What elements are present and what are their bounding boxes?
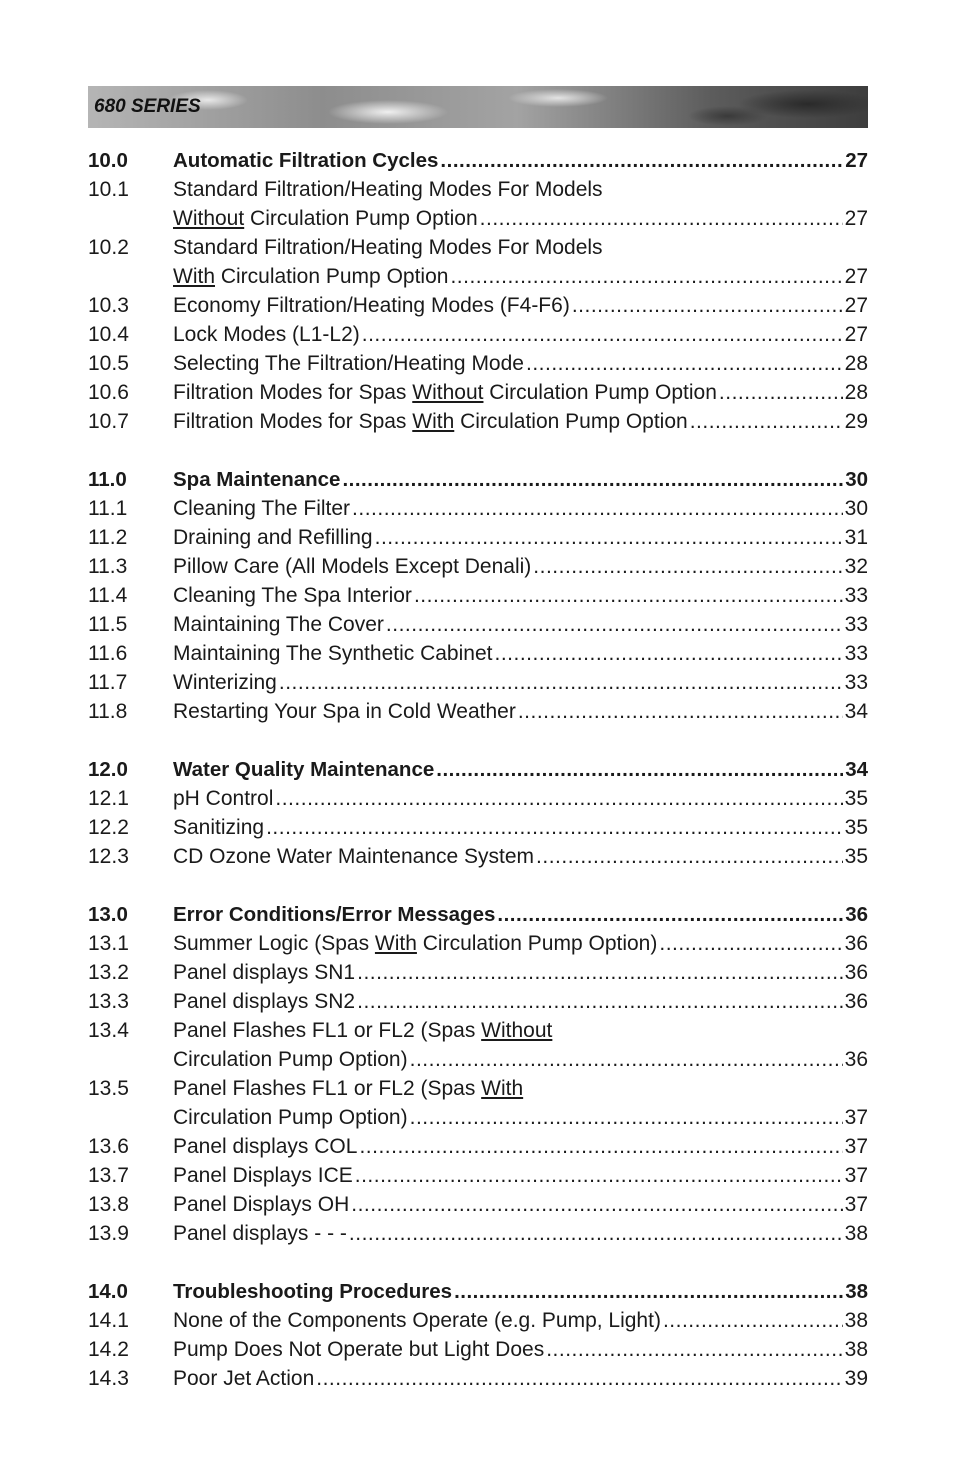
toc-entry-title-suffix: Circulation Pump Option) [416, 932, 658, 955]
toc-entry-title-text: Spa Maintenance [173, 468, 341, 491]
toc-entry[interactable] [88, 784, 868, 813]
toc-entry[interactable] [88, 523, 868, 552]
toc-entry-number: 11.3 [88, 555, 128, 578]
toc-entry-title-text: pH Control [173, 787, 274, 810]
dot-leader [719, 378, 843, 407]
toc-entry-number: 13.8 [88, 1193, 129, 1216]
toc-entry[interactable] [88, 320, 868, 349]
toc-entry-title [173, 697, 516, 726]
toc-entry-title-suffix: Circulation Pump Option [454, 410, 688, 433]
toc-entry-title [173, 581, 412, 610]
dot-leader [357, 987, 843, 1016]
toc-entry-page: 33 [844, 642, 868, 665]
toc-entry-number: 13.7 [88, 1164, 129, 1187]
toc-entry-title [173, 349, 524, 378]
toc-entry-title-text: Winterizing [173, 671, 277, 694]
dot-leader [316, 1364, 842, 1393]
dot-leader [572, 291, 843, 320]
toc-entry-title-text: Panel displays SN2 [173, 990, 356, 1013]
toc-entry-number: 10.7 [88, 410, 129, 433]
toc-entry-title-text: Economy Filtration/Heating Modes (F4-F6) [173, 294, 570, 317]
toc-entry[interactable] [88, 813, 868, 842]
toc-entry-title-text: Panel Displays ICE [173, 1164, 353, 1187]
toc-entry-number: 10.2 [88, 236, 129, 259]
toc-entry-page: 30 [844, 497, 868, 520]
toc-entry-title-text: Pillow Care (All Models Except Denali) [173, 555, 532, 578]
toc-entry-title [173, 233, 603, 262]
toc-entry-title-text: Cleaning The Filter [173, 497, 351, 520]
toc-entry-number: 13.5 [88, 1077, 129, 1100]
toc-entry-page: 27 [844, 294, 868, 317]
toc-entry[interactable] [88, 407, 868, 436]
toc-entry-title-underlined: Without [412, 381, 484, 404]
toc-entry[interactable] [88, 987, 868, 1016]
toc-entry-number: 10.4 [88, 323, 129, 346]
toc-entry-title [173, 639, 492, 668]
toc-entry-number: 12.3 [88, 845, 129, 868]
toc-entry-page: 38 [845, 1280, 868, 1303]
toc-entry[interactable] [88, 668, 868, 697]
toc-entry[interactable] [88, 233, 868, 262]
dot-leader [275, 784, 842, 813]
toc-entry-title-text: Troubleshooting Procedures [173, 1280, 453, 1303]
dot-leader [355, 1161, 843, 1190]
toc-entry[interactable] [88, 465, 868, 494]
toc-entry-page: 28 [844, 381, 868, 404]
toc-entry-title-text: Panel Flashes FL1 or FL2 (Spas [173, 1019, 482, 1042]
toc-entry-number: 12.1 [88, 787, 129, 810]
toc-entry-page: 33 [844, 613, 868, 636]
toc-entry-page: 27 [845, 149, 868, 172]
toc-entry[interactable] [88, 755, 868, 784]
toc-entry-title-underlined: Without [173, 207, 245, 230]
toc-entry[interactable] [88, 1103, 868, 1132]
dot-leader [351, 1190, 842, 1219]
toc-entry-page: 27 [844, 265, 868, 288]
toc-entry-number: 11.2 [88, 526, 128, 549]
dot-leader [362, 320, 843, 349]
toc-entry-title [173, 755, 434, 784]
toc-entry-title-text: Maintaining The Cover [173, 613, 384, 636]
toc-entry-number: 11.6 [88, 642, 128, 665]
toc-entry-number: 11.0 [88, 468, 127, 491]
dot-leader [494, 639, 842, 668]
toc-entry-number: 13.6 [88, 1135, 129, 1158]
toc-entry-number: 11.5 [88, 613, 128, 636]
toc-entry-title-underlined: With [374, 932, 417, 955]
toc-entry-number: 13.3 [88, 990, 129, 1013]
toc-entry-page: 30 [845, 468, 868, 491]
toc-entry-number: 11.7 [88, 671, 128, 694]
series-title: 680 SERIES [94, 96, 201, 117]
toc-entry-number: 11.8 [88, 700, 128, 723]
toc-entry[interactable] [88, 610, 868, 639]
toc-entry-number: 10.6 [88, 381, 129, 404]
toc-entry[interactable] [88, 1306, 868, 1335]
dot-leader [375, 523, 843, 552]
toc-entry[interactable] [88, 929, 868, 958]
dot-leader [440, 146, 843, 175]
toc-entry-title [173, 900, 495, 929]
toc-entry-page: 38 [844, 1309, 868, 1332]
toc-entry-title [173, 494, 350, 523]
toc-entry[interactable] [88, 262, 868, 291]
toc-entry-number: 13.1 [88, 932, 129, 955]
toc-entry-number: 14.0 [88, 1280, 128, 1303]
toc-entry-title-text: Panel Flashes FL1 or FL2 (Spas [173, 1077, 482, 1100]
toc-entry-page: 31 [844, 526, 868, 549]
toc-entry-number: 13.0 [88, 903, 128, 926]
toc-entry-page: 37 [844, 1193, 868, 1216]
dot-leader [526, 349, 843, 378]
toc-entry-number: 13.2 [88, 961, 129, 984]
toc-entry-title-text: CD Ozone Water Maintenance System [173, 845, 535, 868]
toc-entry-title [173, 1364, 314, 1393]
toc-entry[interactable] [88, 291, 868, 320]
toc-entry-title [173, 552, 531, 581]
dot-leader [690, 407, 843, 436]
dot-leader [663, 1306, 843, 1335]
toc-entry-title [173, 668, 277, 697]
toc-entry-page: 36 [844, 1048, 868, 1071]
toc-entry-title-text: Circulation Pump Option) [173, 1106, 408, 1129]
toc-entry[interactable] [88, 1161, 868, 1190]
toc-entry-title [173, 465, 340, 494]
dot-leader [266, 813, 843, 842]
toc-entry[interactable] [88, 639, 868, 668]
toc-entry-title [173, 1161, 353, 1190]
toc-entry-page: 35 [844, 845, 868, 868]
toc-entry[interactable] [88, 204, 868, 233]
toc-entry-page: 36 [844, 990, 868, 1013]
toc-entry-title [173, 1074, 523, 1103]
toc-entry[interactable] [88, 1045, 868, 1074]
toc-entry-title-text: Error Conditions/Error Messages [173, 903, 496, 926]
toc-entry-number: 10.0 [88, 149, 128, 172]
header-banner [88, 86, 868, 128]
toc-entry-title [173, 523, 373, 552]
toc-entry[interactable] [88, 958, 868, 987]
toc-entry-title [173, 262, 448, 291]
toc-entry[interactable] [88, 552, 868, 581]
toc-entry-title [173, 1190, 349, 1219]
dot-leader [659, 929, 842, 958]
toc-entry-page: 35 [844, 787, 868, 810]
toc-entry-page: 37 [844, 1135, 868, 1158]
toc-entry-page: 33 [844, 584, 868, 607]
toc-entry[interactable] [88, 697, 868, 726]
toc-entry-title-text: Cleaning The Spa Interior [173, 584, 412, 607]
toc-entry-title-text: Pump Does Not Operate but Light Does [173, 1338, 545, 1361]
dot-leader [357, 958, 843, 987]
toc-entry[interactable] [88, 349, 868, 378]
dot-leader [454, 1277, 843, 1306]
toc-entry-page: 36 [845, 903, 868, 926]
toc-entry-number: 13.4 [88, 1019, 129, 1042]
toc-entry-title [173, 929, 657, 958]
toc-entry-title [173, 407, 688, 436]
toc-entry-title [173, 291, 570, 320]
toc-entry[interactable] [88, 494, 868, 523]
toc-entry-number: 14.3 [88, 1367, 129, 1390]
dot-leader [386, 610, 843, 639]
dot-leader [497, 900, 843, 929]
toc-entry-title-text: Automatic Filtration Cycles [173, 149, 439, 172]
toc-entry-title [173, 1335, 544, 1364]
dot-leader [342, 465, 843, 494]
dot-leader [436, 755, 843, 784]
toc-entry-page: 36 [844, 932, 868, 955]
toc-entry-title [173, 175, 603, 204]
toc-entry-number: 10.5 [88, 352, 129, 375]
toc-entry-number: 11.4 [88, 584, 128, 607]
toc-entry-title [173, 784, 273, 813]
toc-entry-page: 35 [844, 816, 868, 839]
dot-leader [536, 842, 843, 871]
toc-entry-title-text: Panel displays - - - [173, 1222, 347, 1245]
toc-entry-number: 12.2 [88, 816, 129, 839]
toc-entry-title [173, 1306, 661, 1335]
toc-entry-title-text: Filtration Modes for Spas [173, 381, 413, 404]
toc-entry[interactable] [88, 378, 868, 407]
toc-entry-title-underlined: With [412, 410, 455, 433]
toc-entry-number: 10.3 [88, 294, 129, 317]
toc-entry-page: 27 [844, 207, 868, 230]
toc-entry-title [173, 1132, 357, 1161]
dot-leader [359, 1132, 842, 1161]
toc-entry-title-text: Poor Jet Action [173, 1367, 315, 1390]
toc-entry-page: 36 [844, 961, 868, 984]
toc-entry[interactable] [88, 1219, 868, 1248]
toc-entry-title [173, 1219, 347, 1248]
toc-entry[interactable] [88, 1335, 868, 1364]
dot-leader [450, 262, 842, 291]
toc-entry-page: 33 [844, 671, 868, 694]
toc-entry-title [173, 1103, 408, 1132]
toc-entry-title [173, 813, 264, 842]
toc-entry-page: 34 [844, 700, 868, 723]
toc-entry-title [173, 1016, 552, 1045]
toc-entry[interactable] [88, 1016, 868, 1045]
dot-leader [533, 552, 842, 581]
toc-entry-title-text: Sanitizing [173, 816, 265, 839]
dot-leader [546, 1335, 842, 1364]
toc-entry[interactable] [88, 146, 868, 175]
toc-entry-title-underlined: Without [481, 1019, 553, 1042]
toc-entry-page: 27 [844, 323, 868, 346]
toc-entry-title [173, 1277, 452, 1306]
toc-entry-page: 29 [844, 410, 868, 433]
toc-entry[interactable] [88, 1277, 868, 1306]
dot-leader [414, 581, 843, 610]
toc-entry-page: 37 [844, 1164, 868, 1187]
dot-leader [410, 1103, 843, 1132]
dot-leader [480, 204, 843, 233]
toc-entry-title-underlined: With [481, 1077, 524, 1100]
toc-entry-title-text: Selecting The Filtration/Heating Mode [173, 352, 524, 375]
toc-entry-page: 28 [844, 352, 868, 375]
toc-entry-title [173, 987, 355, 1016]
toc-entry[interactable] [88, 1190, 868, 1219]
toc-entry-title [173, 610, 384, 639]
toc-entry-number: 14.1 [88, 1309, 129, 1332]
toc-entry-page: 37 [844, 1106, 868, 1129]
toc-entry-title-suffix: Circulation Pump Option [215, 265, 449, 288]
toc-entry-title-text: Water Quality Maintenance [173, 758, 435, 781]
toc-entry-number: 14.2 [88, 1338, 129, 1361]
toc-entry-number: 13.9 [88, 1222, 129, 1245]
toc-entry-title-text: None of the Components Operate (e.g. Pump, Light) [173, 1309, 661, 1332]
dot-leader [279, 668, 843, 697]
toc-entry-title [173, 378, 717, 407]
dot-leader [410, 1045, 843, 1074]
toc-entry-title [173, 958, 355, 987]
toc-entry-page: 34 [845, 758, 868, 781]
toc-entry[interactable] [88, 175, 868, 204]
toc-entry-page: 32 [844, 555, 868, 578]
toc-entry-number: 10.1 [88, 178, 129, 201]
toc-entry-title [173, 842, 534, 871]
toc-entry-number: 12.0 [88, 758, 128, 781]
dot-leader [349, 1219, 843, 1248]
toc-entry[interactable] [88, 900, 868, 929]
toc-entry-page: 38 [844, 1222, 868, 1245]
toc-entry-title-text: Panel displays COL [173, 1135, 358, 1158]
toc-entry-title-underlined: With [173, 265, 215, 288]
toc-entry-title-suffix: Circulation Pump Option [244, 207, 478, 230]
toc-entry-title [173, 146, 438, 175]
toc-entry-title-text: Maintaining The Synthetic Cabinet [173, 642, 493, 665]
toc-entry[interactable] [88, 1132, 868, 1161]
toc-entry-title [173, 1045, 408, 1074]
toc-entry-title-text: Panel displays SN1 [173, 961, 356, 984]
toc-entry-title [173, 320, 360, 349]
table-of-contents [88, 146, 868, 1393]
toc-entry-title-text: Circulation Pump Option) [173, 1048, 408, 1071]
toc-entry-title [173, 204, 478, 233]
toc-entry-number: 11.1 [88, 497, 128, 520]
dot-leader [352, 494, 843, 523]
toc-entry[interactable] [88, 842, 868, 871]
toc-entry-title-text: Restarting Your Spa in Cold Weather [173, 700, 516, 723]
toc-entry-title-text: Standard Filtration/Heating Modes For Models [173, 236, 603, 259]
toc-entry-title-text: Standard Filtration/Heating Modes For Models [173, 178, 603, 201]
toc-entry-title-text: Draining and Refilling [173, 526, 373, 549]
toc-entry-title-text: Filtration Modes for Spas [173, 410, 413, 433]
toc-entry-page: 39 [844, 1367, 868, 1390]
toc-entry-title-suffix: Circulation Pump Option [483, 381, 717, 404]
toc-entry[interactable] [88, 1364, 868, 1393]
toc-entry-title-text: Panel Displays OH [173, 1193, 350, 1216]
toc-entry-title-text: Lock Modes (L1-L2) [173, 323, 360, 346]
toc-entry[interactable] [88, 1074, 868, 1103]
toc-entry-page: 38 [844, 1338, 868, 1361]
toc-entry[interactable] [88, 581, 868, 610]
dot-leader [518, 697, 843, 726]
toc-entry-title-text: Summer Logic (Spas [173, 932, 375, 955]
